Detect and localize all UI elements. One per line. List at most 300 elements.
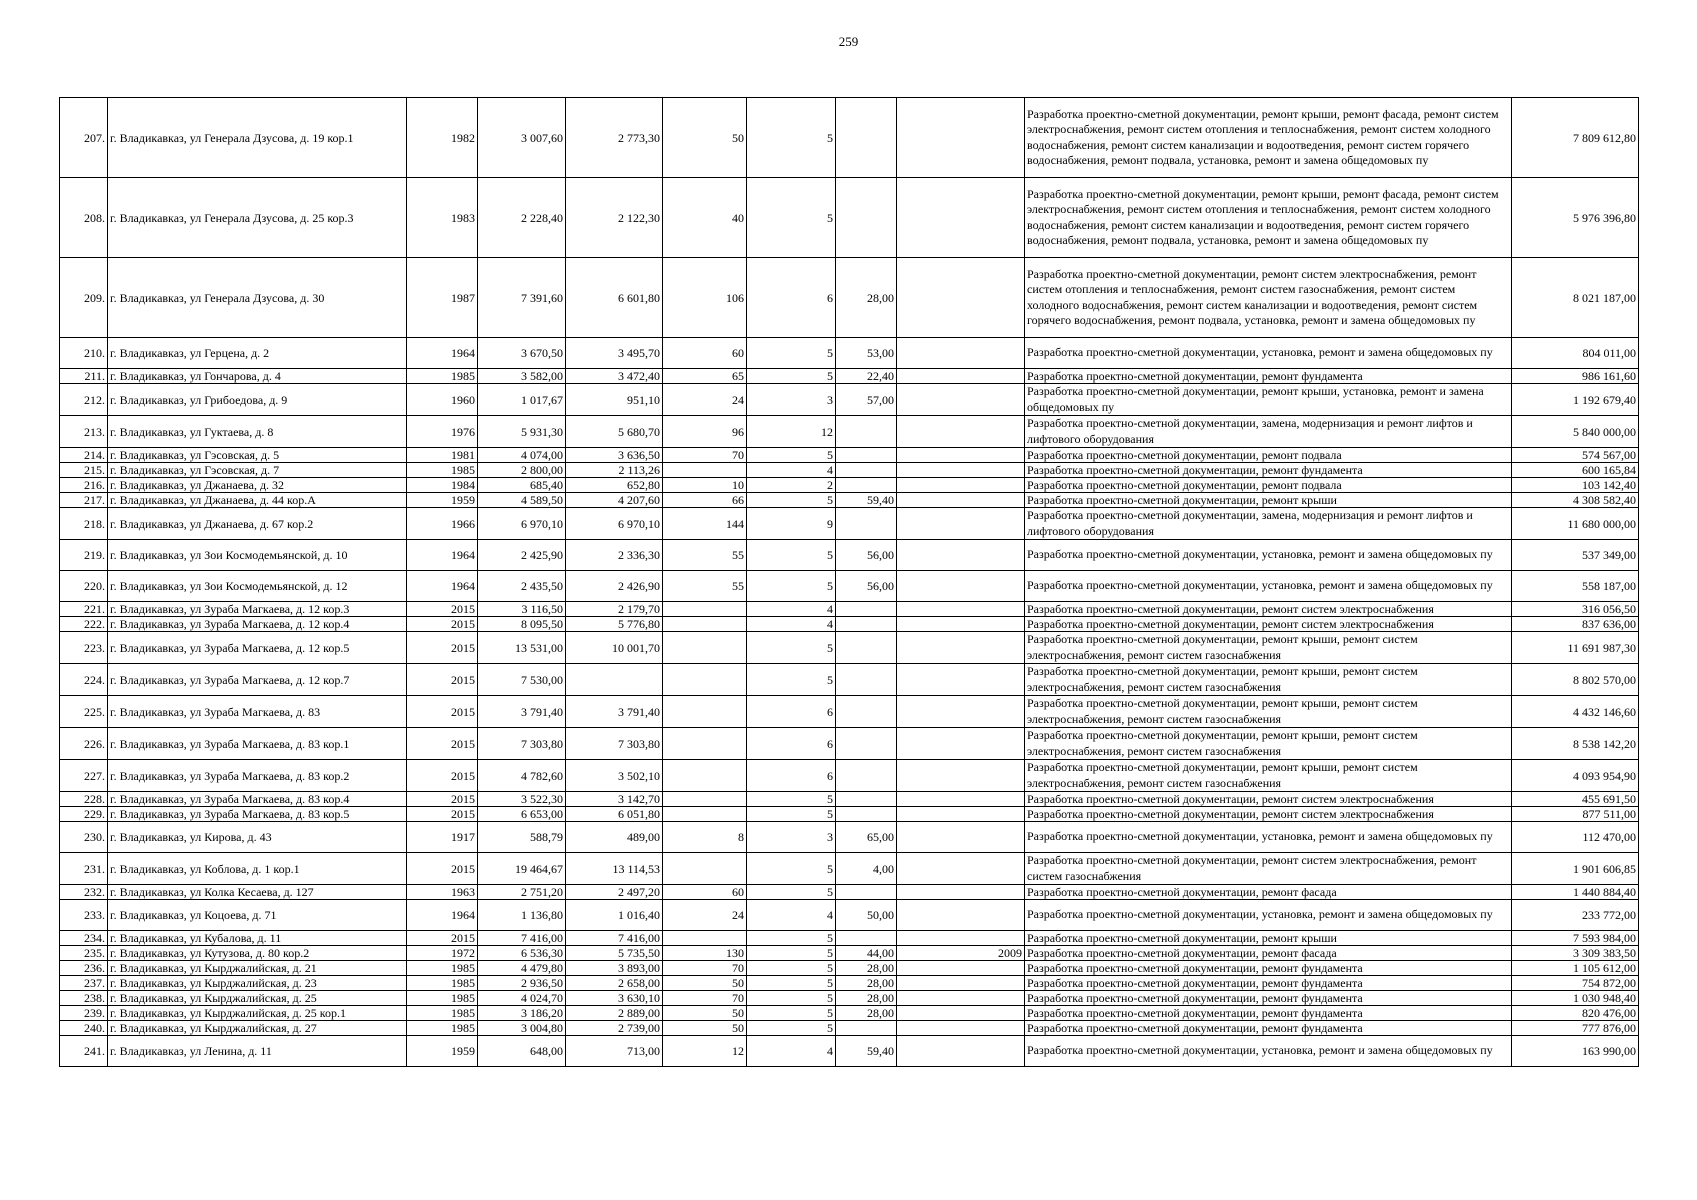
year-built-cell: 2015	[407, 632, 478, 664]
works-description-cell: Разработка проектно-сметной документации, ремонт фундамента	[1025, 976, 1512, 991]
living-area-cell: 3 142,70	[566, 792, 663, 807]
total-area-cell: 7 391,60	[478, 258, 566, 338]
floors-count-cell: 4	[747, 602, 836, 617]
repair-cost-cell: 1 901 606,85	[1512, 853, 1639, 885]
last-repair-year-cell	[897, 178, 1025, 258]
table-row	[60, 885, 1639, 900]
apartments-count-cell: 70	[663, 991, 747, 1006]
table-row	[60, 540, 1639, 571]
apartments-count-cell: 40	[663, 178, 747, 258]
repair-cost-cell: 1 440 884,40	[1512, 885, 1639, 900]
address-cell: г. Владикавказ, ул Колка Кесаева, д. 127	[108, 885, 407, 900]
works-description-cell: Разработка проектно-сметной документации, ремонт фундамента	[1025, 991, 1512, 1006]
last-repair-year-cell	[897, 991, 1025, 1006]
year-built-cell: 1964	[407, 338, 478, 369]
floors-count-cell: 5	[747, 98, 836, 178]
apartments-count-cell: 66	[663, 493, 747, 508]
wear-percent-cell	[836, 98, 897, 178]
repair-cost-cell: 537 349,00	[1512, 540, 1639, 571]
works-description-cell: Разработка проектно-сметной документации, ремонт систем электроснабжения	[1025, 792, 1512, 807]
wear-percent-cell: 57,00	[836, 384, 897, 416]
repair-cost-cell: 754 872,00	[1512, 976, 1639, 991]
floors-count-cell: 6	[747, 258, 836, 338]
last-repair-year-cell	[897, 369, 1025, 384]
address-cell: г. Владикавказ, ул Зураба Магкаева, д. 83 кор.5	[108, 807, 407, 822]
wear-percent-cell	[836, 178, 897, 258]
living-area-cell: 2 336,30	[566, 540, 663, 571]
apartments-count-cell: 12	[663, 1036, 747, 1067]
year-built-cell: 1985	[407, 463, 478, 478]
total-area-cell: 3 670,50	[478, 338, 566, 369]
row-number-cell: 217.	[60, 493, 108, 508]
repair-cost-cell: 4 093 954,90	[1512, 760, 1639, 792]
wear-percent-cell: 28,00	[836, 961, 897, 976]
wear-percent-cell: 28,00	[836, 991, 897, 1006]
row-number-cell: 229.	[60, 807, 108, 822]
total-area-cell: 4 589,50	[478, 493, 566, 508]
living-area-cell: 3 495,70	[566, 338, 663, 369]
last-repair-year-cell	[897, 384, 1025, 416]
repair-cost-cell: 1 030 948,40	[1512, 991, 1639, 1006]
last-repair-year-cell	[897, 416, 1025, 448]
table-row	[60, 493, 1639, 508]
living-area-cell: 489,00	[566, 822, 663, 853]
total-area-cell: 648,00	[478, 1036, 566, 1067]
living-area-cell: 3 636,50	[566, 448, 663, 463]
address-cell: г. Владикавказ, ул Зураба Магкаева, д. 83 кор.4	[108, 792, 407, 807]
works-description-cell: Разработка проектно-сметной документации, установка, ремонт и замена общедомовых пу	[1025, 900, 1512, 931]
row-number-cell: 215.	[60, 463, 108, 478]
works-description-cell: Разработка проектно-сметной документации, ремонт фундамента	[1025, 961, 1512, 976]
address-cell: г. Владикавказ, ул Зои Космодемьянской, д. 10	[108, 540, 407, 571]
works-description-cell: Разработка проектно-сметной документации, ремонт крыши	[1025, 493, 1512, 508]
apartments-count-cell	[663, 664, 747, 696]
total-area-cell: 7 530,00	[478, 664, 566, 696]
address-cell: г. Владикавказ, ул Ленина, д. 11	[108, 1036, 407, 1067]
works-description-cell: Разработка проектно-сметной документации, замена, модернизация и ремонт лифтов и лифтового оборудования	[1025, 508, 1512, 540]
table-row	[60, 822, 1639, 853]
year-built-cell: 1960	[407, 384, 478, 416]
year-built-cell: 1964	[407, 900, 478, 931]
year-built-cell: 2015	[407, 617, 478, 632]
living-area-cell: 2 497,20	[566, 885, 663, 900]
living-area-cell: 4 207,60	[566, 493, 663, 508]
last-repair-year-cell	[897, 478, 1025, 493]
last-repair-year-cell	[897, 1036, 1025, 1067]
row-number-cell: 230.	[60, 822, 108, 853]
total-area-cell: 3 116,50	[478, 602, 566, 617]
last-repair-year-cell	[897, 696, 1025, 728]
floors-count-cell: 5	[747, 931, 836, 946]
apartments-count-cell: 55	[663, 540, 747, 571]
apartments-count-cell: 50	[663, 976, 747, 991]
table-row	[60, 178, 1639, 258]
row-number-cell: 234.	[60, 931, 108, 946]
floors-count-cell: 6	[747, 696, 836, 728]
row-number-cell: 241.	[60, 1036, 108, 1067]
works-description-cell: Разработка проектно-сметной документации, ремонт крыши, установка, ремонт и замена общедомовых пу	[1025, 384, 1512, 416]
works-description-cell: Разработка проектно-сметной документации, установка, ремонт и замена общедомовых пу	[1025, 1036, 1512, 1067]
works-description-cell: Разработка проектно-сметной документации, ремонт систем электроснабжения	[1025, 602, 1512, 617]
wear-percent-cell: 22,40	[836, 369, 897, 384]
table-row	[60, 792, 1639, 807]
living-area-cell: 5 680,70	[566, 416, 663, 448]
year-built-cell: 1984	[407, 478, 478, 493]
repair-cost-cell: 8 021 187,00	[1512, 258, 1639, 338]
wear-percent-cell: 50,00	[836, 900, 897, 931]
table-row	[60, 617, 1639, 632]
row-number-cell: 227.	[60, 760, 108, 792]
wear-percent-cell	[836, 664, 897, 696]
repair-cost-cell: 986 161,60	[1512, 369, 1639, 384]
table-row	[60, 931, 1639, 946]
table-row	[60, 760, 1639, 792]
repair-cost-cell: 8 802 570,00	[1512, 664, 1639, 696]
wear-percent-cell: 28,00	[836, 1006, 897, 1021]
repair-cost-cell: 600 165,84	[1512, 463, 1639, 478]
living-area-cell: 3 630,10	[566, 991, 663, 1006]
table-body	[60, 98, 1639, 1067]
apartments-count-cell: 130	[663, 946, 747, 961]
address-cell: г. Владикавказ, ул Кырджалийская, д. 27	[108, 1021, 407, 1036]
address-cell: г. Владикавказ, ул Гэсовская, д. 5	[108, 448, 407, 463]
repair-cost-cell: 5 840 000,00	[1512, 416, 1639, 448]
table-row	[60, 98, 1639, 178]
repair-cost-cell: 455 691,50	[1512, 792, 1639, 807]
floors-count-cell: 5	[747, 991, 836, 1006]
row-number-cell: 208.	[60, 178, 108, 258]
last-repair-year-cell	[897, 540, 1025, 571]
apartments-count-cell	[663, 632, 747, 664]
row-number-cell: 236.	[60, 961, 108, 976]
living-area-cell: 5 735,50	[566, 946, 663, 961]
row-number-cell: 220.	[60, 571, 108, 602]
table-row	[60, 632, 1639, 664]
wear-percent-cell: 59,40	[836, 493, 897, 508]
year-built-cell: 2015	[407, 807, 478, 822]
works-description-cell: Разработка проектно-сметной документации, ремонт крыши, ремонт фасада, ремонт систем электроснабжения, ремонт систем отопления и теплоснабжения, ремонт систем холодного водоснабжения, ремонт систем канализации и водоотведения, ремонт систем горячего водоснабжения, ремонт подвала, установка, ремонт и замена общедомовых пу	[1025, 178, 1512, 258]
wear-percent-cell: 4,00	[836, 853, 897, 885]
capital-repair-table	[59, 97, 1639, 1067]
address-cell: г. Владикавказ, ул Кырджалийская, д. 25 кор.1	[108, 1006, 407, 1021]
row-number-cell: 225.	[60, 696, 108, 728]
address-cell: г. Владикавказ, ул Зои Космодемьянской, д. 12	[108, 571, 407, 602]
last-repair-year-cell	[897, 571, 1025, 602]
row-number-cell: 233.	[60, 900, 108, 931]
last-repair-year-cell	[897, 632, 1025, 664]
table-row	[60, 1036, 1639, 1067]
apartments-count-cell: 60	[663, 885, 747, 900]
wear-percent-cell	[836, 632, 897, 664]
year-built-cell: 2015	[407, 728, 478, 760]
table-row	[60, 478, 1639, 493]
total-area-cell: 13 531,00	[478, 632, 566, 664]
apartments-count-cell	[663, 853, 747, 885]
wear-percent-cell	[836, 885, 897, 900]
works-description-cell: Разработка проектно-сметной документации, ремонт крыши	[1025, 931, 1512, 946]
last-repair-year-cell	[897, 807, 1025, 822]
row-number-cell: 213.	[60, 416, 108, 448]
living-area-cell: 13 114,53	[566, 853, 663, 885]
floors-count-cell: 5	[747, 853, 836, 885]
year-built-cell: 1985	[407, 1006, 478, 1021]
address-cell: г. Владикавказ, ул Зураба Магкаева, д. 12 кор.4	[108, 617, 407, 632]
repair-cost-cell: 804 011,00	[1512, 338, 1639, 369]
row-number-cell: 212.	[60, 384, 108, 416]
last-repair-year-cell	[897, 822, 1025, 853]
apartments-count-cell: 55	[663, 571, 747, 602]
repair-cost-cell: 1 105 612,00	[1512, 961, 1639, 976]
address-cell: г. Владикавказ, ул Кырджалийская, д. 25	[108, 991, 407, 1006]
repair-cost-cell: 5 976 396,80	[1512, 178, 1639, 258]
row-number-cell: 231.	[60, 853, 108, 885]
apartments-count-cell: 70	[663, 961, 747, 976]
total-area-cell: 7 416,00	[478, 931, 566, 946]
last-repair-year-cell	[897, 760, 1025, 792]
year-built-cell: 1964	[407, 540, 478, 571]
total-area-cell: 2 228,40	[478, 178, 566, 258]
wear-percent-cell	[836, 478, 897, 493]
floors-count-cell: 5	[747, 448, 836, 463]
living-area-cell	[566, 664, 663, 696]
repair-cost-cell: 11 691 987,30	[1512, 632, 1639, 664]
year-built-cell: 1982	[407, 98, 478, 178]
row-number-cell: 239.	[60, 1006, 108, 1021]
repair-cost-cell: 777 876,00	[1512, 1021, 1639, 1036]
year-built-cell: 1963	[407, 885, 478, 900]
repair-cost-cell: 558 187,00	[1512, 571, 1639, 602]
apartments-count-cell	[663, 792, 747, 807]
floors-count-cell: 2	[747, 478, 836, 493]
living-area-cell: 2 773,30	[566, 98, 663, 178]
year-built-cell: 1985	[407, 369, 478, 384]
works-description-cell: Разработка проектно-сметной документации, ремонт крыши, ремонт систем электроснабжения, ремонт систем газоснабжения	[1025, 760, 1512, 792]
works-description-cell: Разработка проектно-сметной документации, ремонт систем электроснабжения	[1025, 807, 1512, 822]
living-area-cell: 3 472,40	[566, 369, 663, 384]
table-row	[60, 991, 1639, 1006]
last-repair-year-cell	[897, 1021, 1025, 1036]
last-repair-year-cell	[897, 448, 1025, 463]
floors-count-cell: 5	[747, 792, 836, 807]
floors-count-cell: 5	[747, 178, 836, 258]
table-row	[60, 416, 1639, 448]
year-built-cell: 1985	[407, 961, 478, 976]
last-repair-year-cell	[897, 508, 1025, 540]
works-description-cell: Разработка проектно-сметной документации, ремонт фундамента	[1025, 369, 1512, 384]
year-built-cell: 2015	[407, 792, 478, 807]
floors-count-cell: 3	[747, 384, 836, 416]
floors-count-cell: 5	[747, 961, 836, 976]
address-cell: г. Владикавказ, ул Зураба Магкаева, д. 12 кор.5	[108, 632, 407, 664]
works-description-cell: Разработка проектно-сметной документации, ремонт крыши, ремонт систем электроснабжения, ремонт систем газоснабжения	[1025, 696, 1512, 728]
apartments-count-cell: 8	[663, 822, 747, 853]
floors-count-cell: 5	[747, 1006, 836, 1021]
living-area-cell: 713,00	[566, 1036, 663, 1067]
last-repair-year-cell	[897, 961, 1025, 976]
repair-cost-cell: 4 308 582,40	[1512, 493, 1639, 508]
wear-percent-cell: 65,00	[836, 822, 897, 853]
total-area-cell: 2 936,50	[478, 976, 566, 991]
total-area-cell: 6 653,00	[478, 807, 566, 822]
repair-cost-cell: 7 593 984,00	[1512, 931, 1639, 946]
total-area-cell: 3 791,40	[478, 696, 566, 728]
address-cell: г. Владикавказ, ул Зураба Магкаева, д. 12 кор.3	[108, 602, 407, 617]
last-repair-year-cell	[897, 931, 1025, 946]
table-row	[60, 384, 1639, 416]
wear-percent-cell: 56,00	[836, 540, 897, 571]
wear-percent-cell	[836, 463, 897, 478]
last-repair-year-cell	[897, 900, 1025, 931]
wear-percent-cell	[836, 508, 897, 540]
repair-cost-cell: 112 470,00	[1512, 822, 1639, 853]
repair-cost-cell: 8 538 142,20	[1512, 728, 1639, 760]
works-description-cell: Разработка проектно-сметной документации, ремонт фундамента	[1025, 463, 1512, 478]
living-area-cell: 2 113,26	[566, 463, 663, 478]
address-cell: г. Владикавказ, ул Гэсовская, д. 7	[108, 463, 407, 478]
year-built-cell: 1966	[407, 508, 478, 540]
total-area-cell: 2 425,90	[478, 540, 566, 571]
works-description-cell: Разработка проектно-сметной документации, ремонт крыши, ремонт систем электроснабжения, ремонт систем газоснабжения	[1025, 632, 1512, 664]
living-area-cell: 2 889,00	[566, 1006, 663, 1021]
apartments-count-cell: 50	[663, 1021, 747, 1036]
total-area-cell: 6 970,10	[478, 508, 566, 540]
last-repair-year-cell	[897, 885, 1025, 900]
table-row	[60, 696, 1639, 728]
address-cell: г. Владикавказ, ул Коблова, д. 1 кор.1	[108, 853, 407, 885]
year-built-cell: 2015	[407, 853, 478, 885]
year-built-cell: 1987	[407, 258, 478, 338]
address-cell: г. Владикавказ, ул Зураба Магкаева, д. 83 кор.1	[108, 728, 407, 760]
total-area-cell: 4 024,70	[478, 991, 566, 1006]
wear-percent-cell	[836, 807, 897, 822]
last-repair-year-cell	[897, 463, 1025, 478]
floors-count-cell: 5	[747, 571, 836, 602]
floors-count-cell: 5	[747, 493, 836, 508]
table-row	[60, 338, 1639, 369]
total-area-cell: 3 186,20	[478, 1006, 566, 1021]
table-row	[60, 571, 1639, 602]
row-number-cell: 210.	[60, 338, 108, 369]
total-area-cell: 3 004,80	[478, 1021, 566, 1036]
wear-percent-cell	[836, 617, 897, 632]
repair-cost-cell: 1 192 679,40	[1512, 384, 1639, 416]
repair-cost-cell: 316 056,50	[1512, 602, 1639, 617]
floors-count-cell: 12	[747, 416, 836, 448]
table-row	[60, 900, 1639, 931]
address-cell: г. Владикавказ, ул Джанаева, д. 32	[108, 478, 407, 493]
floors-count-cell: 5	[747, 885, 836, 900]
total-area-cell: 685,40	[478, 478, 566, 493]
last-repair-year-cell	[897, 493, 1025, 508]
row-number-cell: 237.	[60, 976, 108, 991]
works-description-cell: Разработка проектно-сметной документации, установка, ремонт и замена общедомовых пу	[1025, 571, 1512, 602]
floors-count-cell: 5	[747, 946, 836, 961]
repair-cost-cell: 837 636,00	[1512, 617, 1639, 632]
works-description-cell: Разработка проектно-сметной документации, замена, модернизация и ремонт лифтов и лифтового оборудования	[1025, 416, 1512, 448]
repair-cost-cell: 3 309 383,50	[1512, 946, 1639, 961]
wear-percent-cell: 59,40	[836, 1036, 897, 1067]
row-number-cell: 207.	[60, 98, 108, 178]
year-built-cell: 1959	[407, 493, 478, 508]
apartments-count-cell: 106	[663, 258, 747, 338]
repair-cost-cell: 4 432 146,60	[1512, 696, 1639, 728]
total-area-cell: 4 782,60	[478, 760, 566, 792]
address-cell: г. Владикавказ, ул Кубалова, д. 11	[108, 931, 407, 946]
repair-cost-cell: 574 567,00	[1512, 448, 1639, 463]
living-area-cell: 7 303,80	[566, 728, 663, 760]
row-number-cell: 209.	[60, 258, 108, 338]
living-area-cell: 2 426,90	[566, 571, 663, 602]
total-area-cell: 7 303,80	[478, 728, 566, 760]
table-row	[60, 807, 1639, 822]
address-cell: г. Владикавказ, ул Гуктаева, д. 8	[108, 416, 407, 448]
wear-percent-cell: 28,00	[836, 258, 897, 338]
wear-percent-cell	[836, 931, 897, 946]
address-cell: г. Владикавказ, ул Кутузова, д. 80 кор.2	[108, 946, 407, 961]
total-area-cell: 3 582,00	[478, 369, 566, 384]
year-built-cell: 2015	[407, 696, 478, 728]
wear-percent-cell: 28,00	[836, 976, 897, 991]
table-row	[60, 1006, 1639, 1021]
total-area-cell: 1 136,80	[478, 900, 566, 931]
year-built-cell: 1959	[407, 1036, 478, 1067]
total-area-cell: 588,79	[478, 822, 566, 853]
floors-count-cell: 6	[747, 728, 836, 760]
floors-count-cell: 3	[747, 822, 836, 853]
row-number-cell: 240.	[60, 1021, 108, 1036]
table-row	[60, 664, 1639, 696]
apartments-count-cell	[663, 602, 747, 617]
repair-cost-cell: 233 772,00	[1512, 900, 1639, 931]
address-cell: г. Владикавказ, ул Зураба Магкаева, д. 83 кор.2	[108, 760, 407, 792]
row-number-cell: 226.	[60, 728, 108, 760]
year-built-cell: 2015	[407, 931, 478, 946]
year-built-cell: 1985	[407, 976, 478, 991]
floors-count-cell: 4	[747, 900, 836, 931]
floors-count-cell: 4	[747, 463, 836, 478]
apartments-count-cell: 144	[663, 508, 747, 540]
row-number-cell: 235.	[60, 946, 108, 961]
table-row	[60, 946, 1639, 961]
apartments-count-cell	[663, 807, 747, 822]
apartments-count-cell: 24	[663, 384, 747, 416]
table-row	[60, 508, 1639, 540]
year-built-cell: 1985	[407, 991, 478, 1006]
floors-count-cell: 5	[747, 632, 836, 664]
year-built-cell: 1972	[407, 946, 478, 961]
floors-count-cell: 5	[747, 540, 836, 571]
apartments-count-cell: 50	[663, 98, 747, 178]
total-area-cell: 8 095,50	[478, 617, 566, 632]
wear-percent-cell	[836, 760, 897, 792]
total-area-cell: 2 435,50	[478, 571, 566, 602]
wear-percent-cell	[836, 792, 897, 807]
living-area-cell: 6 601,80	[566, 258, 663, 338]
year-built-cell: 2015	[407, 602, 478, 617]
address-cell: г. Владикавказ, ул Гончарова, д. 4	[108, 369, 407, 384]
apartments-count-cell: 96	[663, 416, 747, 448]
year-built-cell: 1985	[407, 1021, 478, 1036]
table-row	[60, 463, 1639, 478]
row-number-cell: 238.	[60, 991, 108, 1006]
row-number-cell: 221.	[60, 602, 108, 617]
total-area-cell: 5 931,30	[478, 416, 566, 448]
address-cell: г. Владикавказ, ул Генерала Дзусова, д. 30	[108, 258, 407, 338]
address-cell: г. Владикавказ, ул Герцена, д. 2	[108, 338, 407, 369]
living-area-cell: 2 122,30	[566, 178, 663, 258]
apartments-count-cell	[663, 696, 747, 728]
apartments-count-cell: 65	[663, 369, 747, 384]
